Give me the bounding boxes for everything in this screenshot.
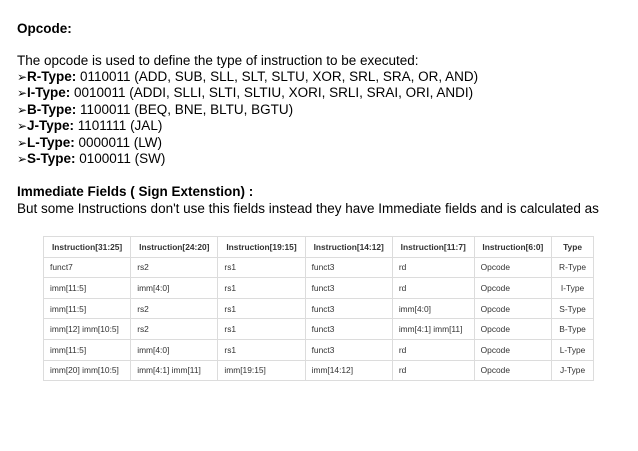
immediate-heading: Immediate Fields ( Sign Extenstion) : [17, 184, 254, 199]
table-cell: rd [392, 360, 474, 381]
table-cell: Opcode [474, 319, 551, 340]
column-header: Instruction[31:25] [44, 237, 131, 258]
table-cell: imm[11:5] [44, 298, 131, 319]
table-header-row [44, 237, 594, 258]
table-cell: imm[14:12] [305, 360, 392, 381]
arrow-bullet-icon: ➢ [17, 151, 28, 166]
arrow-bullet-icon: ➢ [17, 135, 28, 150]
table-cell: R-Type [552, 257, 594, 278]
table-cell: rd [392, 339, 474, 360]
table-cell: imm[11:5] [44, 278, 131, 299]
table-cell: funct7 [44, 257, 131, 278]
opcode-heading: Opcode: [17, 21, 72, 36]
table-cell: J-Type [552, 360, 594, 381]
table-row [44, 339, 594, 360]
column-header: Instruction[24:20] [131, 237, 218, 258]
table-cell: imm[4:0] [392, 298, 474, 319]
arrow-bullet-icon: ➢ [17, 102, 28, 117]
table-cell: I-Type [552, 278, 594, 299]
list-item: ➢I-Type: 0010011 (ADDI, SLLI, SLTI, SLTIU, XORI, SRLI, SRAI, ORI, ANDI) [17, 85, 474, 101]
table-row [44, 278, 594, 299]
opcode-list [17, 69, 478, 167]
arrow-bullet-icon: ➢ [17, 86, 28, 101]
table-cell: imm[4:0] [131, 339, 218, 360]
table-cell: imm[4:1] imm[11] [392, 319, 474, 340]
column-header: Instruction[19:15] [218, 237, 305, 258]
list-item: ➢S-Type: 0100011 (SW) [17, 150, 166, 166]
table-cell: rs1 [218, 257, 305, 278]
list-item: ➢B-Type: 1100011 (BEQ, BNE, BLTU, BGTU) [17, 101, 294, 117]
table-cell: funct3 [305, 298, 392, 319]
column-header: Instruction[11:7] [392, 237, 474, 258]
table-cell: imm[11:5] [44, 339, 131, 360]
table-cell: rs2 [131, 257, 218, 278]
table-cell: B-Type [552, 319, 594, 340]
table-cell: Opcode [474, 278, 551, 299]
list-item: ➢R-Type: 0110011 (ADD, SUB, SLL, SLT, SLTU, XOR, SRL, SRA, OR, AND) [17, 69, 479, 84]
opcode-intro: The opcode is used to define the type of instruction to be executed: [17, 53, 419, 68]
table-cell: imm[19:15] [218, 360, 305, 381]
table-row [44, 257, 594, 278]
table-cell: imm[4:0] [131, 278, 218, 299]
table-cell: Opcode [474, 339, 551, 360]
table-cell: rs2 [131, 298, 218, 319]
table-cell: rs1 [218, 278, 305, 299]
list-item: ➢J-Type: 1101111 (JAL) [17, 118, 163, 134]
arrow-bullet-icon: ➢ [17, 70, 28, 84]
table-cell: funct3 [305, 278, 392, 299]
table-row [44, 298, 594, 319]
table-cell: imm[12] imm[10:5] [44, 319, 131, 340]
table-cell: rd [392, 257, 474, 278]
immediate-intro: But some Instructions don't use this fields instead they have Immediate fields and is calculated as [17, 201, 599, 216]
table-cell: imm[20] imm[10:5] [44, 360, 131, 381]
table-cell: rs1 [218, 319, 305, 340]
column-header: Instruction[6:0] [474, 237, 551, 258]
table-cell: funct3 [305, 257, 392, 278]
table-cell: imm[4:1] imm[11] [131, 360, 218, 381]
arrow-bullet-icon: ➢ [17, 119, 28, 134]
instruction-fields-table [43, 236, 594, 381]
table-row [44, 319, 594, 340]
column-header: Type [552, 237, 594, 258]
table-cell: Opcode [474, 257, 551, 278]
table-cell: funct3 [305, 319, 392, 340]
list-item: ➢L-Type: 0000011 (LW) [17, 134, 163, 150]
table-cell: funct3 [305, 339, 392, 360]
table-cell: rs1 [218, 339, 305, 360]
column-header: Instruction[14:12] [305, 237, 392, 258]
table-row [44, 360, 594, 381]
table-cell: Opcode [474, 360, 551, 381]
table-cell: rs2 [131, 319, 218, 340]
table-cell: rd [392, 278, 474, 299]
table-cell: S-Type [552, 298, 594, 319]
table-cell: L-Type [552, 339, 594, 360]
table-cell: Opcode [474, 298, 551, 319]
table-cell: rs1 [218, 298, 305, 319]
